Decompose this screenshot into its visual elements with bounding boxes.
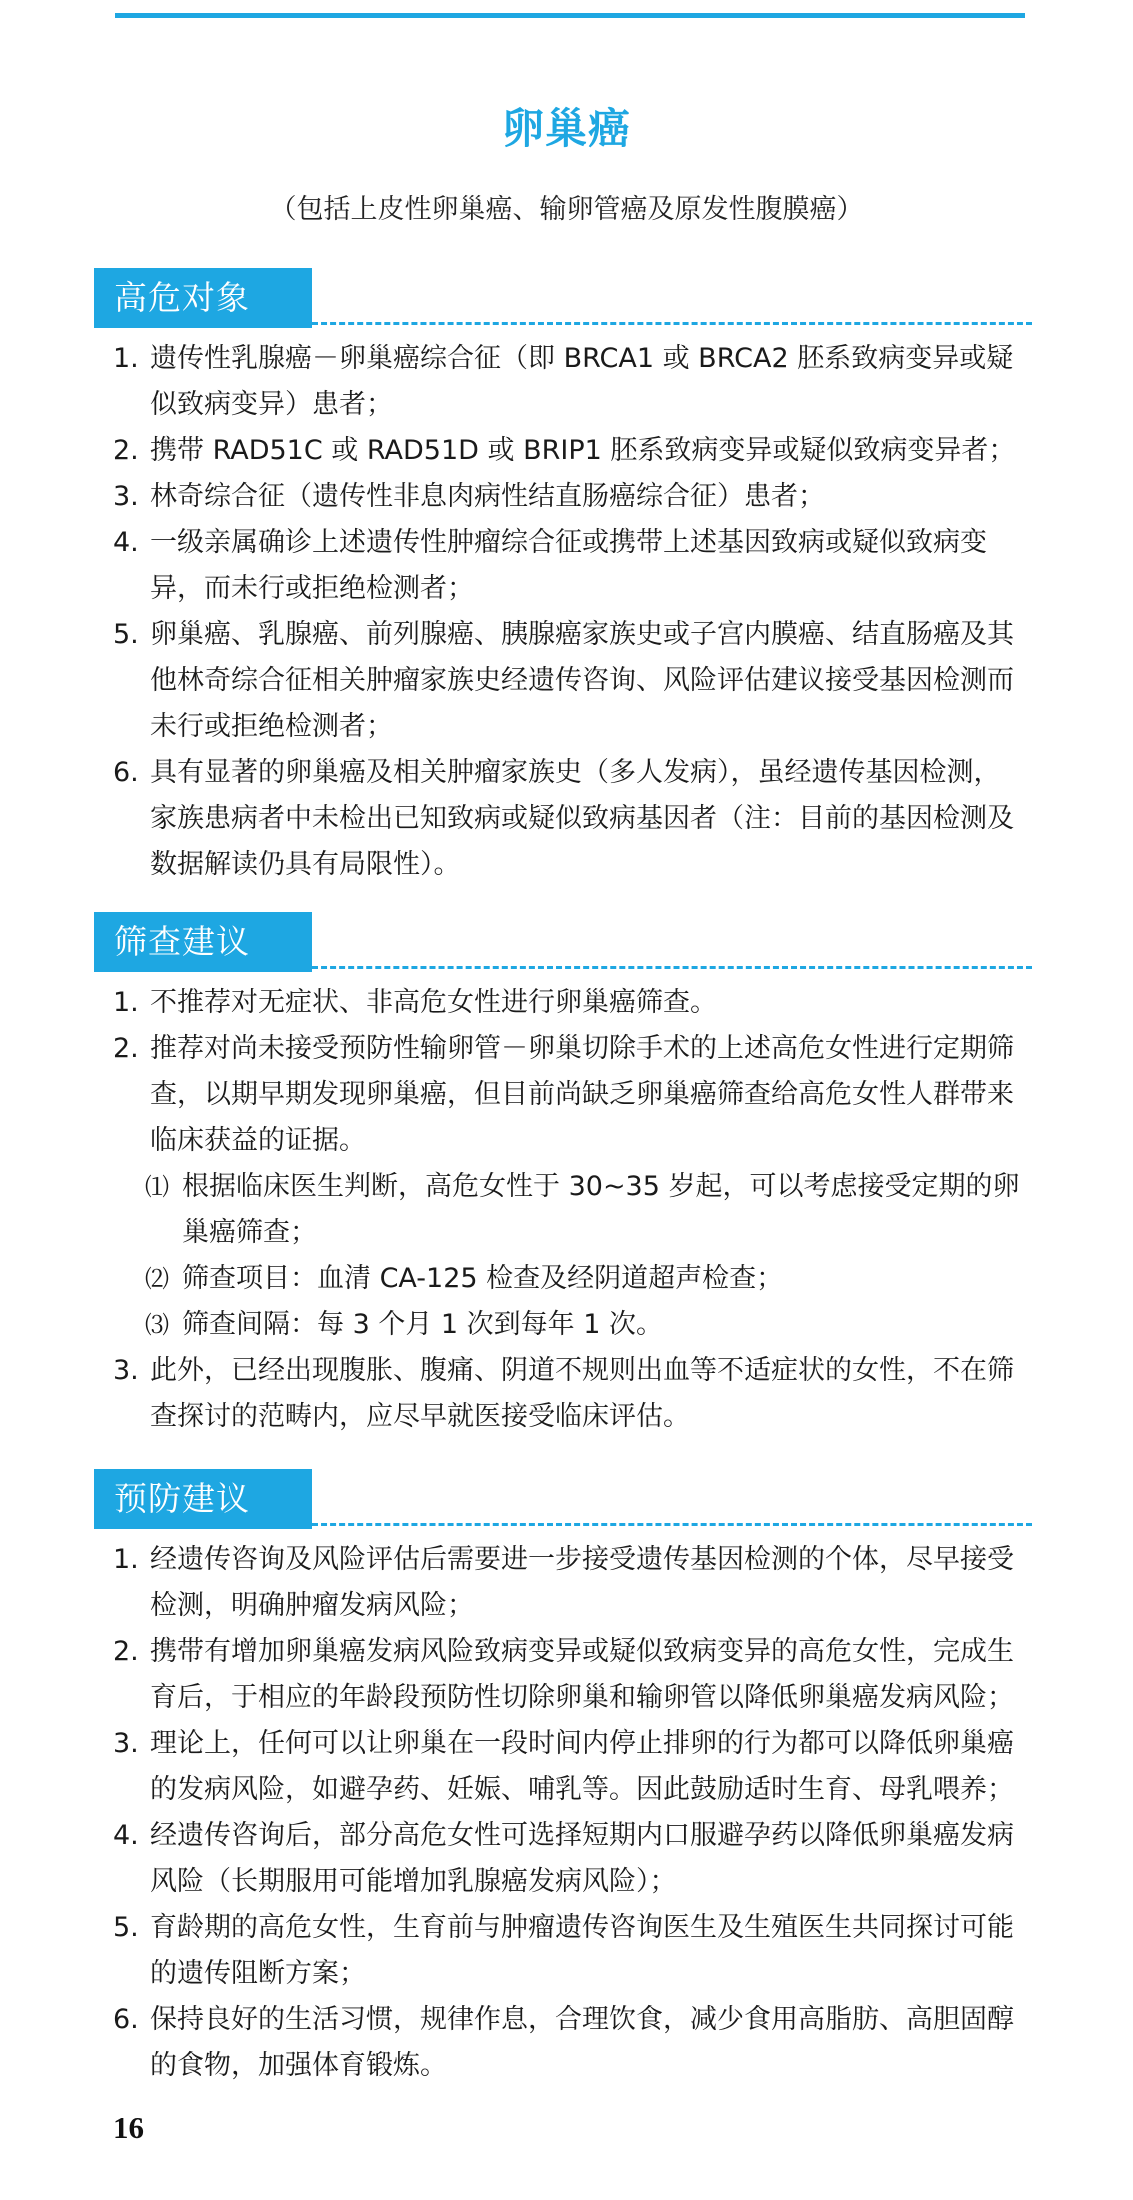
item-number: 2. — [113, 1033, 139, 1064]
sub-list-item — [0, 1302, 1133, 1348]
screening-list — [0, 980, 1133, 1440]
dashed-divider — [312, 966, 1032, 969]
section-header — [0, 1469, 1133, 1529]
top-rule — [115, 13, 1025, 18]
item-number: 6. — [113, 757, 139, 788]
list-item — [0, 336, 1133, 428]
dashed-divider — [312, 1523, 1032, 1526]
item-text: 卵巢癌、乳腺癌、前列腺癌、胰腺癌家族史或子宫内膜癌、结直肠癌及其他林奇综合征相关肿瘤家族史经遗传咨询、风险评估建议接受基因检测而未行或拒绝检测者； — [150, 619, 1014, 742]
list-item — [0, 1905, 1133, 1997]
list-item — [0, 1026, 1133, 1164]
item-text: 一级亲属确诊上述遗传性肿瘤综合征或携带上述基因致病或疑似致病变异，而未行或拒绝检测者； — [150, 527, 987, 604]
list-item — [0, 1813, 1133, 1905]
section-heading: 筛查建议 — [94, 912, 312, 972]
section-heading: 高危对象 — [94, 268, 312, 328]
item-number: 1. — [113, 1544, 139, 1575]
list-item — [0, 980, 1133, 1026]
item-text: 经遗传咨询后，部分高危女性可选择短期内口服避孕药以降低卵巢癌发病风险（长期服用可能增加乳腺癌发病风险）； — [150, 1820, 1014, 1897]
list-item — [0, 1348, 1133, 1440]
list-item — [0, 474, 1133, 520]
prevention-list — [0, 1537, 1133, 2089]
sub-item-text: 筛查项目：血清 CA-125 检查及经阴道超声检查； — [182, 1263, 784, 1294]
list-item — [0, 1721, 1133, 1813]
item-number: 3. — [113, 481, 139, 512]
item-text: 理论上，任何可以让卵巢在一段时间内停止排卵的行为都可以降低卵巢癌的发病风险，如避孕药、妊娠、哺乳等。因此鼓励适时生育、母乳喂养； — [150, 1728, 1014, 1805]
item-number: 3. — [113, 1355, 139, 1386]
item-number: 4. — [113, 527, 139, 558]
item-number: 6. — [113, 2004, 139, 2035]
item-text: 携带 RAD51C 或 RAD51D 或 BRIP1 胚系致病变异或疑似致病变异者； — [150, 435, 1016, 466]
sub-item-number: ⑶ — [145, 1311, 169, 1339]
sub-item-number: ⑵ — [145, 1265, 169, 1293]
section-prevention — [0, 1469, 1133, 2089]
page-number: 16 — [113, 2110, 144, 2145]
item-text: 经遗传咨询及风险评估后需要进一步接受遗传基因检测的个体，尽早接受检测，明确肿瘤发病风险； — [150, 1544, 1014, 1621]
item-text: 育龄期的高危女性，生育前与肿瘤遗传咨询医生及生殖医生共同探讨可能的遗传阻断方案； — [150, 1912, 1014, 1989]
page-subtitle: （包括上皮性卵巢癌、输卵管癌及原发性腹膜癌） — [269, 194, 864, 225]
item-number: 4. — [113, 1820, 139, 1851]
section-header — [0, 912, 1133, 972]
item-text: 此外，已经出现腹胀、腹痛、阴道不规则出血等不适症状的女性，不在筛查探讨的范畴内，应尽早就医接受临床评估。 — [150, 1355, 1014, 1432]
item-text: 遗传性乳腺癌－卵巢癌综合征（即 BRCA1 或 BRCA2 胚系致病变异或疑似致病变异）患者； — [150, 343, 1014, 420]
sub-item-text: 筛查间隔：每 3 个月 1 次到每年 1 次。 — [182, 1309, 664, 1340]
section-heading: 预防建议 — [94, 1469, 312, 1529]
section-high-risk — [0, 268, 1133, 888]
page-title: 卵巢癌 — [501, 104, 631, 153]
list-item — [0, 428, 1133, 474]
item-number: 3. — [113, 1728, 139, 1759]
item-text: 保持良好的生活习惯，规律作息，合理饮食，减少食用高脂肪、高胆固醇的食物，加强体育锻炼。 — [150, 2004, 1014, 2081]
list-item — [0, 1537, 1133, 1629]
list-item — [0, 520, 1133, 612]
item-text: 推荐对尚未接受预防性输卵管－卵巢切除手术的上述高危女性进行定期筛查，以期早期发现卵巢癌，但目前尚缺乏卵巢癌筛查给高危女性人群带来临床获益的证据。 — [150, 1033, 1014, 1156]
item-number: 2. — [113, 435, 139, 466]
item-number: 5. — [113, 619, 139, 650]
item-text: 携带有增加卵巢癌发病风险致病变异或疑似致病变异的高危女性，完成生育后，于相应的年龄段预防性切除卵巢和输卵管以降低卵巢癌发病风险； — [150, 1636, 1014, 1713]
section-header — [0, 268, 1133, 328]
section-screening — [0, 912, 1133, 1440]
sub-item-text: 根据临床医生判断，高危女性于 30~35 岁起，可以考虑接受定期的卵巢癌筛查； — [182, 1171, 1020, 1248]
sub-list-item — [0, 1164, 1133, 1256]
sub-item-number: ⑴ — [145, 1173, 169, 1201]
high-risk-list — [0, 336, 1133, 888]
item-number: 1. — [113, 343, 139, 374]
item-number: 2. — [113, 1636, 139, 1667]
list-item — [0, 750, 1133, 888]
item-text: 不推荐对无症状、非高危女性进行卵巢癌筛查。 — [150, 987, 717, 1018]
list-item — [0, 612, 1133, 750]
sub-list-item — [0, 1256, 1133, 1302]
item-number: 5. — [113, 1912, 139, 1943]
list-item — [0, 1997, 1133, 2089]
list-item — [0, 1629, 1133, 1721]
item-number: 1. — [113, 987, 139, 1018]
dashed-divider — [312, 322, 1032, 325]
item-text: 林奇综合征（遗传性非息肉病性结直肠癌综合征）患者； — [150, 481, 825, 512]
item-text: 具有显著的卵巢癌及相关肿瘤家族史（多人发病），虽经遗传基因检测，家族患病者中未检出已知致病或疑似致病基因者（注：目前的基因检测及数据解读仍具有局限性）。 — [150, 757, 1014, 880]
